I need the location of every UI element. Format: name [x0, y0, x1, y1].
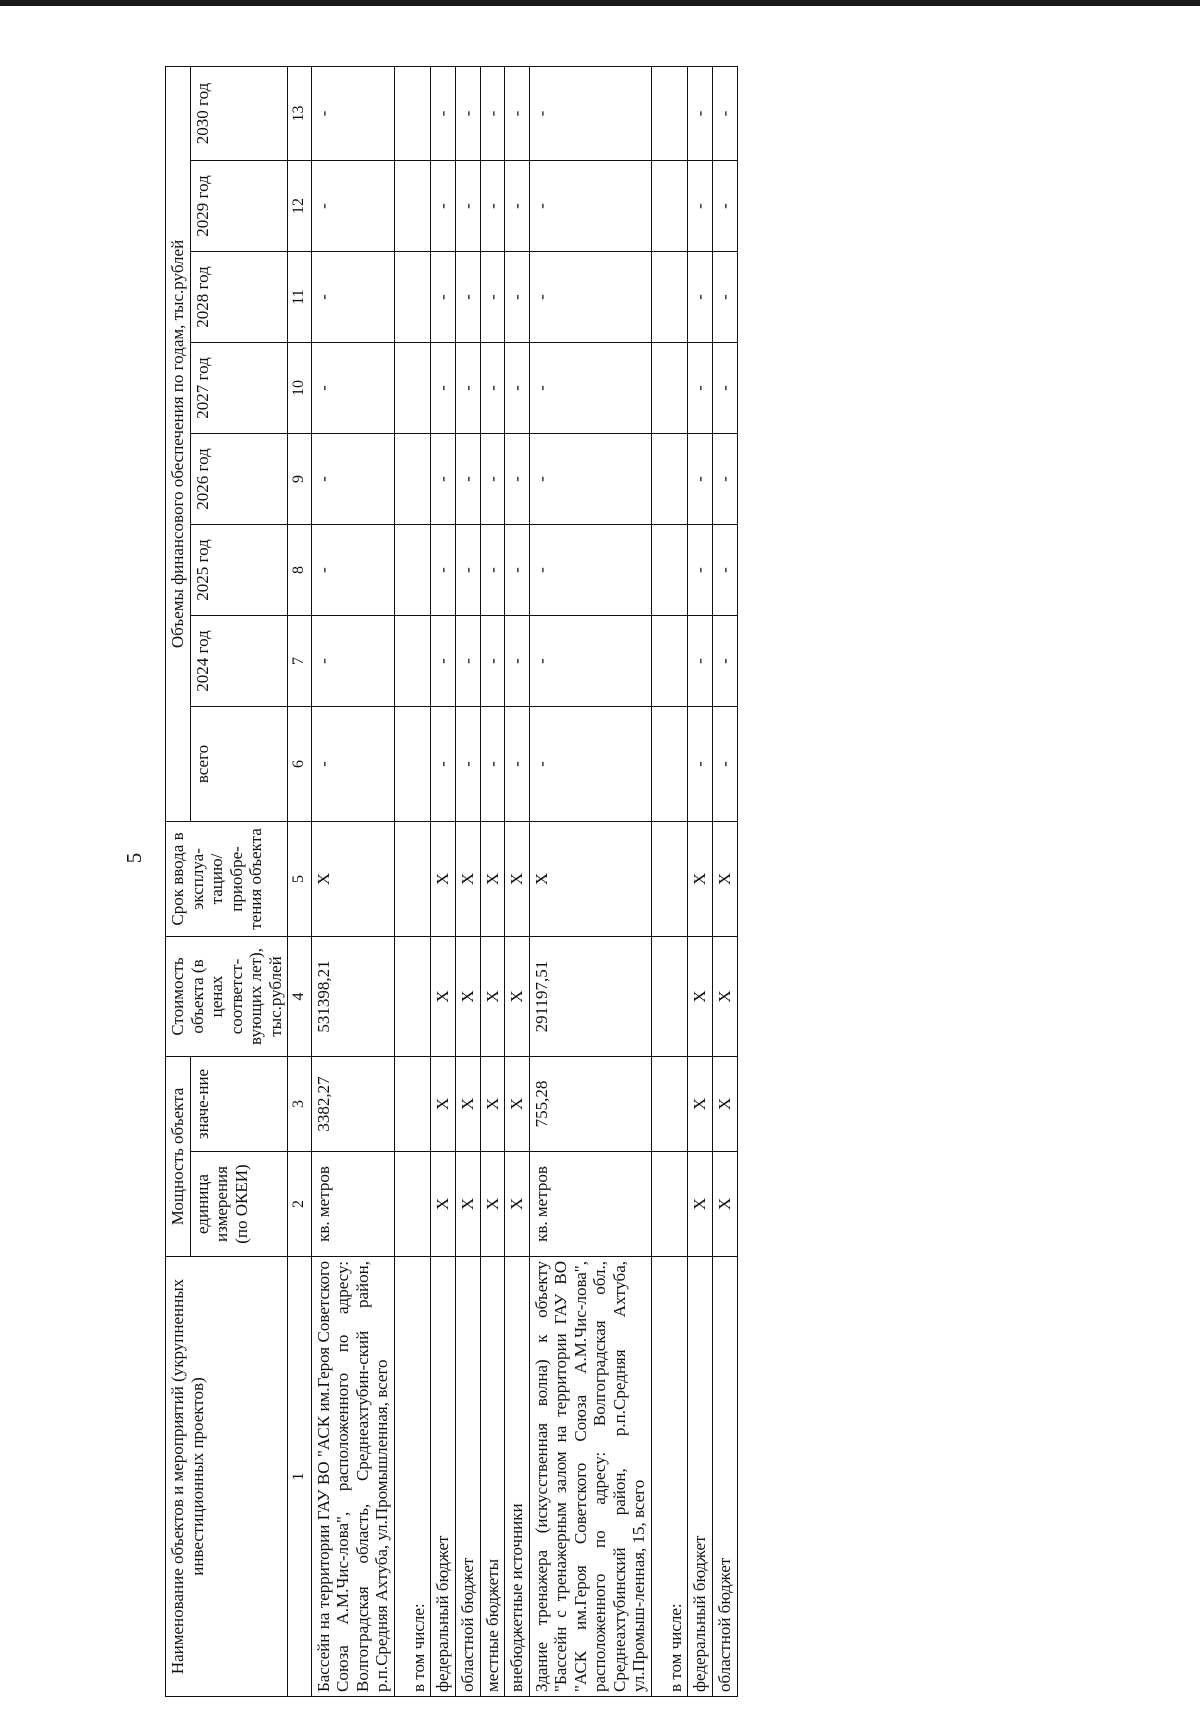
column-number: 11 — [288, 252, 311, 343]
row-cell: X — [712, 937, 737, 1057]
row-cell — [394, 616, 431, 707]
row-cell: X — [455, 1057, 480, 1152]
table-row — [311, 66, 394, 1696]
row-cell: - — [529, 434, 651, 525]
row-cell: - — [529, 161, 651, 252]
row-cell: - — [431, 66, 456, 160]
row-cell: - — [455, 707, 480, 822]
table-row — [688, 66, 713, 1696]
row-cell — [651, 343, 688, 434]
row-cell: - — [431, 252, 456, 343]
row-cell: X — [712, 1152, 737, 1257]
row-cell: 3382,27 — [311, 1057, 394, 1152]
row-cell: - — [712, 434, 737, 525]
row-cell: - — [688, 525, 713, 616]
row-cell: - — [455, 525, 480, 616]
header-value: значе-ние — [190, 1057, 288, 1152]
row-cell: X — [505, 1152, 530, 1257]
header-year: 2026 год — [190, 434, 288, 525]
row-cell: - — [712, 343, 737, 434]
table-row — [712, 66, 737, 1696]
row-cell: - — [688, 707, 713, 822]
row-cell: кв. метров — [311, 1152, 394, 1257]
row-cell — [394, 937, 431, 1057]
column-number: 4 — [288, 937, 311, 1057]
header-year: 2030 год — [190, 66, 288, 160]
row-cell — [651, 525, 688, 616]
row-cell: - — [688, 343, 713, 434]
row-name: областной бюджет — [712, 1257, 737, 1697]
row-cell: 531398,21 — [311, 937, 394, 1057]
row-cell: - — [431, 434, 456, 525]
row-name: в том числе: — [394, 1257, 431, 1697]
row-cell: X — [431, 822, 456, 937]
row-name: местные бюджеты — [480, 1257, 505, 1697]
row-cell — [394, 161, 431, 252]
row-cell — [394, 525, 431, 616]
row-cell: X — [431, 1057, 456, 1152]
column-number: 12 — [288, 161, 311, 252]
row-cell: - — [688, 616, 713, 707]
column-number: 3 — [288, 1057, 311, 1152]
header-year: 2027 год — [190, 343, 288, 434]
row-cell: - — [311, 616, 394, 707]
row-cell: - — [505, 707, 530, 822]
row-cell: - — [480, 616, 505, 707]
row-cell: X — [712, 1057, 737, 1152]
header-year: 2024 год — [190, 616, 288, 707]
header-cost: Стоимость объекта (в ценах соответст-вующих лет), тыс.рублей — [166, 937, 288, 1057]
row-cell: X — [431, 1152, 456, 1257]
row-cell — [651, 434, 688, 525]
table-row — [431, 66, 456, 1696]
row-cell: - — [505, 252, 530, 343]
row-cell — [651, 252, 688, 343]
row-cell — [651, 1152, 688, 1257]
row-cell: - — [431, 707, 456, 822]
table-row — [505, 66, 530, 1696]
row-cell: - — [712, 616, 737, 707]
row-cell: X — [712, 822, 737, 937]
column-number: 6 — [288, 707, 311, 822]
row-cell: - — [480, 161, 505, 252]
header-total: всего — [190, 707, 288, 822]
column-number: 8 — [288, 525, 311, 616]
row-cell: - — [431, 343, 456, 434]
row-cell: - — [311, 707, 394, 822]
column-number: 2 — [288, 1152, 311, 1257]
row-cell: - — [311, 343, 394, 434]
table-row — [651, 66, 688, 1696]
row-cell — [651, 937, 688, 1057]
column-number-row — [288, 66, 311, 1696]
row-cell: X — [455, 822, 480, 937]
row-cell: - — [480, 434, 505, 525]
row-cell: - — [311, 66, 394, 160]
row-cell: - — [529, 343, 651, 434]
row-cell: - — [688, 66, 713, 160]
row-cell: - — [688, 252, 713, 343]
scan-top-edge — [0, 0, 1200, 6]
row-cell: - — [480, 252, 505, 343]
row-cell — [651, 707, 688, 822]
column-number: 13 — [288, 66, 311, 160]
row-cell: 291197,51 — [529, 937, 651, 1057]
row-cell: - — [712, 707, 737, 822]
row-cell: - — [529, 616, 651, 707]
header-year: 2029 год — [190, 161, 288, 252]
row-cell: - — [529, 252, 651, 343]
header-unit: единица измерения (по ОКЕИ) — [190, 1152, 288, 1257]
row-cell: - — [455, 434, 480, 525]
row-name: областной бюджет — [455, 1257, 480, 1697]
row-cell: - — [505, 343, 530, 434]
column-number: 9 — [288, 434, 311, 525]
table-row — [394, 66, 431, 1696]
row-cell — [651, 822, 688, 937]
row-cell: - — [505, 616, 530, 707]
row-cell: X — [455, 937, 480, 1057]
header-year: 2028 год — [190, 252, 288, 343]
row-name: Здание тренажера (искусственная волна) к объекту "Бассейн с тренажерным залом на территории ГАУ ВО "АСК им.Героя Советского Союза А.М.Чис-лова", расположенного по адресу: Волгоградская обл., Среднеахтубинский район, р.п.Средняя Ахтуба, ул.Промыш-ленная, 15, всего — [529, 1257, 651, 1697]
row-cell: - — [712, 161, 737, 252]
row-cell: - — [431, 616, 456, 707]
row-cell: X — [688, 1152, 713, 1257]
row-name: в том числе: — [651, 1257, 688, 1697]
row-cell: X — [480, 822, 505, 937]
table-row — [529, 66, 651, 1696]
row-cell: - — [311, 161, 394, 252]
row-name: внебюджетные источники — [505, 1257, 530, 1697]
row-cell: - — [455, 343, 480, 434]
row-cell: X — [505, 937, 530, 1057]
row-cell: X — [505, 822, 530, 937]
row-cell: кв. метров — [529, 1152, 651, 1257]
row-cell: - — [455, 616, 480, 707]
row-cell — [394, 343, 431, 434]
row-cell — [394, 1152, 431, 1257]
row-cell: X — [688, 937, 713, 1057]
table-header — [166, 66, 312, 1696]
row-cell: X — [688, 1057, 713, 1152]
row-cell: - — [455, 252, 480, 343]
row-cell: - — [480, 707, 505, 822]
row-cell: X — [480, 1152, 505, 1257]
row-name: федеральный бюджет — [431, 1257, 456, 1697]
row-cell: - — [529, 525, 651, 616]
financing-table — [165, 66, 738, 1697]
row-cell: - — [712, 252, 737, 343]
row-cell: - — [455, 66, 480, 160]
row-cell: - — [529, 707, 651, 822]
row-name: федеральный бюджет — [688, 1257, 713, 1697]
row-cell: - — [311, 525, 394, 616]
row-cell: - — [505, 66, 530, 160]
row-cell: - — [431, 525, 456, 616]
column-number: 1 — [288, 1257, 311, 1697]
row-cell — [651, 616, 688, 707]
row-cell: - — [431, 161, 456, 252]
row-cell — [651, 1057, 688, 1152]
row-cell: 755,28 — [529, 1057, 651, 1152]
row-cell — [651, 161, 688, 252]
table-body — [311, 66, 737, 1696]
row-cell: X — [688, 822, 713, 937]
row-cell: - — [455, 161, 480, 252]
row-cell: - — [712, 525, 737, 616]
row-cell: X — [431, 937, 456, 1057]
row-cell: X — [480, 937, 505, 1057]
column-number: 5 — [288, 822, 311, 937]
row-cell — [394, 434, 431, 525]
row-cell — [394, 252, 431, 343]
row-name: Бассейн на территории ГАУ ВО "АСК им.Героя Советского Союза А.М.Чис-лова", расположенного по адресу: Волгоградская область, Среднеахтубин-ский район, р.п.Средняя Ахтуба, ул.Промышленная, всего — [311, 1257, 394, 1697]
row-cell: X — [480, 1057, 505, 1152]
page-number: 5 — [122, 852, 146, 864]
row-cell: X — [505, 1057, 530, 1152]
header-year: 2025 год — [190, 525, 288, 616]
row-cell: - — [480, 66, 505, 160]
row-cell: X — [529, 822, 651, 937]
row-cell — [651, 66, 688, 160]
row-cell: X — [311, 822, 394, 937]
row-cell: - — [505, 525, 530, 616]
table-row — [480, 66, 505, 1696]
rotated-table-sheet — [165, 67, 1185, 1697]
row-cell — [394, 66, 431, 160]
header-capacity: Мощность объекта — [166, 1057, 191, 1257]
header-name: Наименование объектов и мероприятий (укрупненных инвестиционных проектов) — [166, 1257, 288, 1697]
row-cell — [394, 1057, 431, 1152]
header-funding: Объемы финансового обеспечения по годам, тыс.рублей — [166, 66, 191, 821]
row-cell: - — [480, 343, 505, 434]
row-cell — [394, 707, 431, 822]
row-cell: - — [505, 161, 530, 252]
row-cell: - — [529, 66, 651, 160]
row-cell: - — [688, 161, 713, 252]
table-row — [455, 66, 480, 1696]
row-cell: - — [480, 525, 505, 616]
row-cell — [394, 822, 431, 937]
header-term: Срок ввода в эксплуа-тацию/ приобре-тения объекта — [166, 822, 288, 937]
row-cell: - — [311, 434, 394, 525]
row-cell: - — [712, 66, 737, 160]
row-cell: X — [455, 1152, 480, 1257]
column-number: 7 — [288, 616, 311, 707]
row-cell: - — [311, 252, 394, 343]
column-number: 10 — [288, 343, 311, 434]
row-cell: - — [505, 434, 530, 525]
row-cell: - — [688, 434, 713, 525]
